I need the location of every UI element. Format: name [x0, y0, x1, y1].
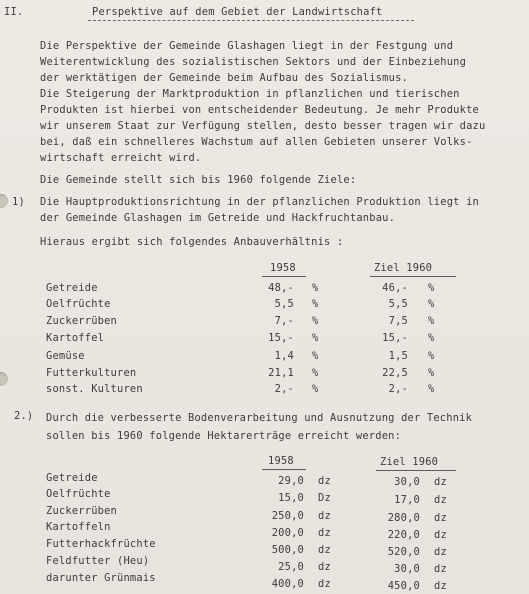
unit-ziel: % — [428, 367, 435, 379]
unit-ziel: dz — [434, 476, 447, 488]
unit-1958: % — [312, 332, 319, 344]
row-label: Zuckerrüben — [46, 505, 118, 517]
intro-line: wirtschaft erreicht wird. — [40, 152, 202, 164]
value-1958: 200,0 — [271, 527, 304, 539]
row-label: sonst. Kulturen — [46, 383, 143, 395]
unit-ziel: % — [428, 350, 435, 362]
value-1958: 5,5 — [274, 298, 294, 310]
value-1958: 15,- — [268, 332, 294, 344]
unit-1958: dz — [318, 510, 331, 522]
intro-line: der werktätigen der Gemeinde beim Aufbau des Sozialismus. — [40, 72, 408, 84]
table1-header-ziel: Ziel 1960 — [374, 262, 433, 274]
punch-hole — [0, 372, 8, 386]
intro-line: Weiterentwicklung des sozialistischen Sektors und der Einbeziehung — [40, 56, 467, 68]
value-ziel: 1,5 — [388, 350, 408, 362]
point1-line: der Gemeinde Glashagen im Getreide und Hackfruchtanbau. — [40, 212, 396, 224]
unit-1958: dz — [318, 527, 331, 539]
title-underline — [88, 20, 414, 21]
unit-1958: % — [312, 298, 319, 310]
unit-ziel: % — [428, 315, 435, 327]
row-label: Futterhackfrüchte — [46, 538, 156, 550]
unit-ziel: % — [428, 332, 435, 344]
point2-line: sollen bis 1960 folgende Hektarerträge erreicht werden: — [46, 430, 402, 442]
unit-1958: % — [312, 350, 319, 362]
value-1958: 21,1 — [268, 367, 294, 379]
row-label: Oelfrüchte — [46, 298, 111, 310]
table1-header-1958-underline — [262, 276, 306, 277]
table2-header-ziel: Ziel 1960 — [380, 456, 439, 468]
intro-line: Die Steigerung der Marktproduktion in pflanzlichen und tierischen — [40, 88, 460, 100]
intro-line: wir unserem Staat zur Verfügung stellen, desto besser tragen wir dazu — [40, 120, 486, 132]
table1-header-1958: 1958 — [270, 262, 296, 274]
row-label: Kartoffeln — [46, 521, 111, 533]
table2-header-1958: 1958 — [268, 455, 294, 467]
unit-ziel: dz — [434, 580, 447, 592]
row-label: Kartoffel — [46, 332, 105, 344]
row-label: Getreide — [46, 282, 98, 294]
point1-marker: 1) — [12, 196, 25, 208]
unit-1958: dz — [318, 561, 331, 573]
value-ziel: 17,0 — [394, 494, 420, 506]
unit-ziel: dz — [434, 512, 447, 524]
point2-line: Durch die verbesserte Bodenverarbeitung und Ausnutzung der Technik — [46, 412, 473, 424]
row-label: darunter Grünmais — [46, 572, 156, 584]
row-label: Gemüse — [46, 350, 85, 362]
unit-1958: Dz — [318, 492, 331, 504]
intro-line: bei, daß ein schnelleres Wachstum auf allen Gebieten unserer Volks- — [40, 136, 473, 148]
value-1958: 15,0 — [278, 492, 304, 504]
value-1958: 250,0 — [271, 510, 304, 522]
table1-intro: Hieraus ergibt sich folgendes Anbauverhältnis : — [40, 236, 344, 248]
value-ziel: 5,5 — [388, 298, 408, 310]
page-title: Perspektive auf dem Gebiet der Landwirtschaft — [92, 6, 383, 18]
table1-header-ziel-underline — [370, 276, 456, 277]
unit-ziel: % — [428, 383, 435, 395]
table2-header-1958-underline — [262, 469, 306, 470]
row-label: Zuckerrüben — [46, 315, 118, 327]
value-ziel: 46,- — [382, 282, 408, 294]
row-label: Feldfutter (Heu) — [46, 555, 150, 567]
unit-1958: dz — [318, 475, 331, 487]
unit-1958: % — [312, 315, 319, 327]
value-1958: 400,0 — [271, 578, 304, 590]
unit-ziel: dz — [434, 529, 447, 541]
goals-intro: Die Gemeinde stellt sich bis 1960 folgende Ziele: — [40, 174, 357, 186]
intro-line: Produkten ist hierbei von entscheidender Bedeutung. Je mehr Produkte — [40, 104, 479, 116]
unit-1958: dz — [318, 578, 331, 590]
value-ziel: 30,0 — [394, 563, 420, 575]
punch-hole — [0, 194, 8, 208]
value-1958: 500,0 — [271, 544, 304, 556]
value-ziel: 15,- — [382, 332, 408, 344]
unit-1958: % — [312, 367, 319, 379]
value-ziel: 22,5 — [382, 367, 408, 379]
value-1958: 2,- — [274, 383, 294, 395]
section-number: II. — [4, 6, 24, 18]
value-1958: 29,0 — [278, 475, 304, 487]
unit-1958: dz — [318, 544, 331, 556]
unit-ziel: % — [428, 298, 435, 310]
row-label: Oelfrüchte — [46, 488, 111, 500]
value-1958: 1,4 — [274, 350, 294, 362]
unit-1958: % — [312, 282, 319, 294]
row-label: Getreide — [46, 472, 98, 484]
row-label: Futterkulturen — [46, 367, 137, 379]
point2-marker: 2.) — [14, 410, 34, 422]
point1-line: Die Hauptproduktionsrichtung in der pflanzlichen Produktion liegt in — [40, 196, 479, 208]
value-ziel: 520,0 — [387, 546, 420, 558]
unit-ziel: dz — [434, 563, 447, 575]
unit-1958: % — [312, 383, 319, 395]
value-1958: 25,0 — [278, 561, 304, 573]
unit-ziel: dz — [434, 546, 447, 558]
value-1958: 7,- — [274, 315, 294, 327]
value-ziel: 30,0 — [394, 476, 420, 488]
intro-line: Die Perspektive der Gemeinde Glashagen liegt in der Festgung und — [40, 40, 454, 52]
value-ziel: 2,- — [388, 383, 408, 395]
value-ziel: 220,0 — [387, 529, 420, 541]
table2-header-ziel-underline — [376, 470, 456, 471]
unit-ziel: dz — [434, 494, 447, 506]
value-ziel: 450,0 — [387, 580, 420, 592]
value-ziel: 280,0 — [387, 512, 420, 524]
unit-ziel: % — [428, 282, 435, 294]
value-ziel: 7,5 — [388, 315, 408, 327]
value-1958: 48,- — [268, 282, 294, 294]
